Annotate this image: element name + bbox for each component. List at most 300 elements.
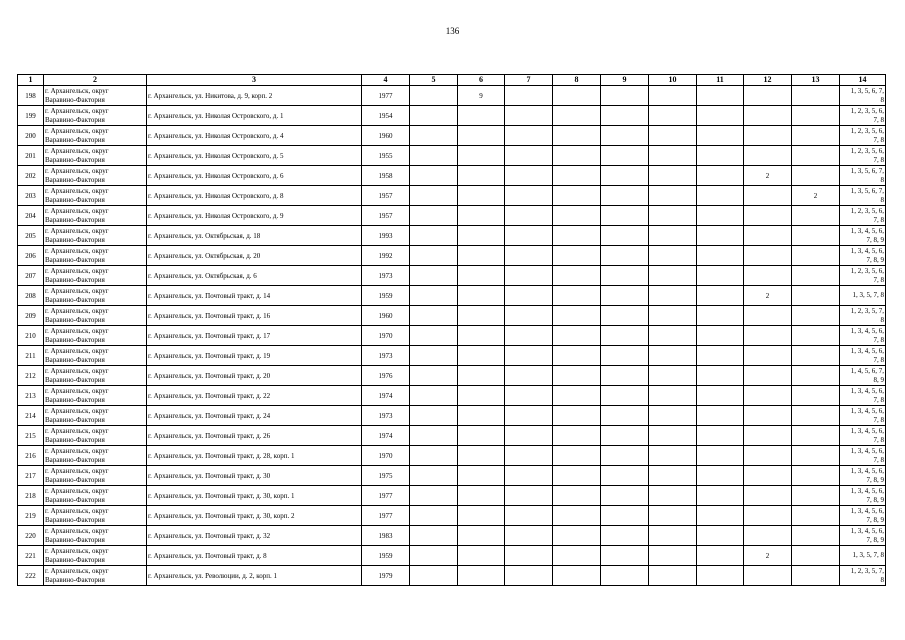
- table-row: [18, 126, 886, 146]
- value-cell-c11: [697, 206, 744, 226]
- codes-cell-line: 1, 2, 3, 5, 6,: [850, 267, 884, 275]
- district-cell-line: Варавино-Фактория: [45, 535, 105, 544]
- value-cell-c5: [410, 426, 458, 446]
- value-cell-c9: [601, 146, 649, 166]
- district-cell: [44, 406, 147, 426]
- row-number: 205: [18, 226, 44, 246]
- codes-cell-line: 1, 3, 4, 5, 6,: [850, 227, 884, 235]
- value-cell-c7: [505, 326, 553, 346]
- value-cell-c9: [601, 166, 649, 186]
- district-cell-line: г. Архангельск, округ: [45, 367, 109, 375]
- value-cell-c11: [697, 86, 744, 106]
- value-cell-c9: [601, 446, 649, 466]
- page-number: 136: [445, 26, 460, 36]
- table-row: [18, 146, 886, 166]
- value-cell-c5: [410, 446, 458, 466]
- district-cell-line: г. Архангельск, округ: [45, 107, 109, 115]
- codes-cell-line: 1, 3, 4, 5, 6,: [850, 427, 884, 435]
- year-cell: 1977: [362, 486, 410, 506]
- address-cell: г. Архангельск, ул. Октябрьская, д. 6: [147, 266, 362, 286]
- district-cell: [44, 126, 147, 146]
- column-header-9: 9: [601, 75, 649, 86]
- value-cell-c12: [744, 526, 792, 546]
- value-cell-c11: [697, 446, 744, 466]
- district-cell-line: Варавино-Фактория: [45, 455, 105, 464]
- codes-cell: [840, 346, 886, 366]
- value-cell-c7: [505, 286, 553, 306]
- value-cell-c10: [649, 486, 697, 506]
- value-cell-c9: [601, 106, 649, 126]
- value-cell-c8: [553, 86, 601, 106]
- district-cell-line: Варавино-Фактория: [45, 415, 105, 424]
- value-cell-c12: [744, 246, 792, 266]
- value-cell-c13: [792, 446, 840, 466]
- codes-cell-line: 1, 3, 5, 7, 8: [852, 551, 884, 560]
- district-cell: [44, 486, 147, 506]
- district-cell-line: г. Архангельск, округ: [45, 287, 109, 295]
- codes-cell-line: 7, 8, 9: [866, 255, 884, 264]
- housing-table: [17, 74, 886, 586]
- value-cell-c11: [697, 266, 744, 286]
- value-cell-c7: [505, 386, 553, 406]
- table-row: [18, 346, 886, 366]
- district-cell-line: г. Архангельск, округ: [45, 147, 109, 155]
- district-cell: [44, 226, 147, 246]
- codes-cell: [840, 466, 886, 486]
- value-cell-c9: [601, 86, 649, 106]
- district-cell: [44, 186, 147, 206]
- value-cell-c11: [697, 326, 744, 346]
- district-cell: [44, 466, 147, 486]
- district-cell: [44, 446, 147, 466]
- table-row: [18, 466, 886, 486]
- value-cell-c7: [505, 426, 553, 446]
- value-cell-c6: [458, 466, 505, 486]
- year-cell: 1954: [362, 106, 410, 126]
- district-cell-line: Варавино-Фактория: [45, 435, 105, 444]
- value-cell-c13: [792, 266, 840, 286]
- value-cell-c12: [744, 226, 792, 246]
- codes-cell-line: 1, 3, 4, 5, 6,: [850, 527, 884, 535]
- district-cell: [44, 426, 147, 446]
- row-number: 201: [18, 146, 44, 166]
- row-number: 217: [18, 466, 44, 486]
- year-cell: 1959: [362, 286, 410, 306]
- district-cell-line: г. Архангельск, округ: [45, 407, 109, 415]
- value-cell-c12: [744, 326, 792, 346]
- value-cell-c13: [792, 306, 840, 326]
- codes-cell-line: 8: [880, 95, 884, 104]
- codes-cell: [840, 506, 886, 526]
- value-cell-c9: [601, 186, 649, 206]
- table-row: [18, 226, 886, 246]
- value-cell-c6: [458, 246, 505, 266]
- value-cell-c8: [553, 466, 601, 486]
- codes-cell-line: 8: [880, 315, 884, 324]
- value-cell-c9: [601, 506, 649, 526]
- value-cell-c8: [553, 306, 601, 326]
- year-cell: 1977: [362, 86, 410, 106]
- value-cell-c8: [553, 486, 601, 506]
- value-cell-c6: [458, 446, 505, 466]
- codes-cell-line: 1, 2, 3, 5, 7,: [850, 567, 884, 575]
- address-cell: г. Архангельск, ул. Николая Островского, д. 4: [147, 126, 362, 146]
- codes-cell-line: 1, 3, 4, 5, 6,: [850, 247, 884, 255]
- codes-cell-line: 7, 8: [873, 275, 884, 284]
- value-cell-c7: [505, 226, 553, 246]
- value-cell-c13: [792, 106, 840, 126]
- district-cell: [44, 86, 147, 106]
- codes-cell: [840, 126, 886, 146]
- value-cell-c11: [697, 286, 744, 306]
- value-cell-c11: [697, 106, 744, 126]
- value-cell-c9: [601, 286, 649, 306]
- value-cell-c10: [649, 186, 697, 206]
- value-cell-c9: [601, 366, 649, 386]
- column-header-10: 10: [649, 75, 697, 86]
- column-header-4: 4: [362, 75, 410, 86]
- value-cell-c11: [697, 506, 744, 526]
- codes-cell-line: 1, 2, 3, 5, 6,: [850, 127, 884, 135]
- value-cell-c10: [649, 106, 697, 126]
- value-cell-c11: [697, 486, 744, 506]
- value-cell-c7: [505, 446, 553, 466]
- value-cell-c8: [553, 426, 601, 446]
- value-cell-c9: [601, 206, 649, 226]
- codes-cell-line: 1, 3, 4, 5, 6,: [850, 487, 884, 495]
- district-cell-line: Варавино-Фактория: [45, 175, 105, 184]
- value-cell-c5: [410, 466, 458, 486]
- value-cell-c6: 9: [458, 86, 505, 106]
- district-cell-line: Варавино-Фактория: [45, 95, 105, 104]
- value-cell-c12: [744, 386, 792, 406]
- value-cell-c12: [744, 566, 792, 586]
- value-cell-c8: [553, 206, 601, 226]
- value-cell-c12: [744, 506, 792, 526]
- column-header-13: 13: [792, 75, 840, 86]
- table-row: [18, 386, 886, 406]
- value-cell-c12: [744, 86, 792, 106]
- value-cell-c12: [744, 186, 792, 206]
- year-cell: 1960: [362, 126, 410, 146]
- table-row: [18, 206, 886, 226]
- value-cell-c8: [553, 346, 601, 366]
- value-cell-c8: [553, 246, 601, 266]
- value-cell-c5: [410, 186, 458, 206]
- district-cell-line: г. Архангельск, округ: [45, 447, 109, 455]
- value-cell-c9: [601, 546, 649, 566]
- value-cell-c9: [601, 126, 649, 146]
- district-cell-line: Варавино-Фактория: [45, 255, 105, 264]
- value-cell-c12: 2: [744, 546, 792, 566]
- district-cell: [44, 206, 147, 226]
- year-cell: 1976: [362, 366, 410, 386]
- address-cell: г. Архангельск, ул. Почтовый тракт, д. 26: [147, 426, 362, 446]
- district-cell: [44, 326, 147, 346]
- value-cell-c10: [649, 526, 697, 546]
- value-cell-c10: [649, 406, 697, 426]
- row-number: 207: [18, 266, 44, 286]
- district-cell-line: Варавино-Фактория: [45, 555, 105, 564]
- address-cell: г. Архангельск, ул. Николая Островского, д. 6: [147, 166, 362, 186]
- codes-cell-line: 7, 8: [873, 115, 884, 124]
- value-cell-c13: [792, 146, 840, 166]
- year-cell: 1959: [362, 546, 410, 566]
- codes-cell: [840, 406, 886, 426]
- codes-cell-line: 1, 3, 4, 5, 6,: [850, 327, 884, 335]
- codes-cell: [840, 146, 886, 166]
- table-row: [18, 106, 886, 126]
- table-row: [18, 266, 886, 286]
- value-cell-c12: 2: [744, 166, 792, 186]
- district-cell-line: г. Архангельск, округ: [45, 327, 109, 335]
- value-cell-c5: [410, 206, 458, 226]
- header-row: [18, 75, 886, 86]
- codes-cell-line: 7, 8: [873, 455, 884, 464]
- year-cell: 1957: [362, 186, 410, 206]
- row-number: 200: [18, 126, 44, 146]
- value-cell-c13: [792, 366, 840, 386]
- value-cell-c8: [553, 286, 601, 306]
- value-cell-c8: [553, 226, 601, 246]
- value-cell-c10: [649, 306, 697, 326]
- value-cell-c5: [410, 346, 458, 366]
- value-cell-c13: [792, 466, 840, 486]
- address-cell: г. Архангельск, ул. Почтовый тракт, д. 28, корп. 1: [147, 446, 362, 466]
- codes-cell: [840, 86, 886, 106]
- value-cell-c10: [649, 386, 697, 406]
- district-cell: [44, 266, 147, 286]
- codes-cell: [840, 426, 886, 446]
- column-header-5: 5: [410, 75, 458, 86]
- codes-cell-line: 1, 3, 5, 6, 7,: [850, 187, 884, 195]
- table-row: [18, 546, 886, 566]
- value-cell-c6: [458, 146, 505, 166]
- year-cell: 1958: [362, 166, 410, 186]
- district-cell: [44, 246, 147, 266]
- district-cell-line: Варавино-Фактория: [45, 275, 105, 284]
- district-cell-line: Варавино-Фактория: [45, 375, 105, 384]
- address-cell: г. Архангельск, ул. Почтовый тракт, д. 19: [147, 346, 362, 366]
- codes-cell-line: 7, 8: [873, 335, 884, 344]
- codes-cell-line: 1, 3, 4, 5, 6,: [850, 447, 884, 455]
- value-cell-c8: [553, 406, 601, 426]
- value-cell-c13: [792, 246, 840, 266]
- year-cell: 1975: [362, 466, 410, 486]
- row-number: 206: [18, 246, 44, 266]
- value-cell-c7: [505, 146, 553, 166]
- year-cell: 1983: [362, 526, 410, 546]
- value-cell-c5: [410, 486, 458, 506]
- value-cell-c9: [601, 466, 649, 486]
- district-cell: [44, 546, 147, 566]
- value-cell-c10: [649, 246, 697, 266]
- value-cell-c5: [410, 166, 458, 186]
- value-cell-c10: [649, 546, 697, 566]
- codes-cell-line: 7, 8, 9: [866, 515, 884, 524]
- value-cell-c10: [649, 566, 697, 586]
- column-header-1: 1: [18, 75, 44, 86]
- value-cell-c7: [505, 246, 553, 266]
- address-cell: г. Архангельск, ул. Никитова, д. 9, корп. 2: [147, 86, 362, 106]
- value-cell-c10: [649, 426, 697, 446]
- value-cell-c10: [649, 326, 697, 346]
- codes-cell: [840, 386, 886, 406]
- codes-cell-line: 1, 3, 4, 5, 6,: [850, 407, 884, 415]
- value-cell-c9: [601, 266, 649, 286]
- codes-cell-line: 8: [880, 575, 884, 584]
- row-number: 212: [18, 366, 44, 386]
- codes-cell-line: 7, 8, 9: [866, 495, 884, 504]
- value-cell-c8: [553, 106, 601, 126]
- district-cell-line: Варавино-Фактория: [45, 315, 105, 324]
- value-cell-c6: [458, 486, 505, 506]
- address-cell: г. Архангельск, ул. Почтовый тракт, д. 17: [147, 326, 362, 346]
- district-cell-line: г. Архангельск, округ: [45, 527, 109, 535]
- district-cell: [44, 506, 147, 526]
- address-cell: г. Архангельск, ул. Почтовый тракт, д. 8: [147, 546, 362, 566]
- value-cell-c8: [553, 526, 601, 546]
- row-number: 222: [18, 566, 44, 586]
- district-cell-line: г. Архангельск, округ: [45, 307, 109, 315]
- codes-cell-line: 7, 8, 9: [866, 235, 884, 244]
- value-cell-c8: [553, 446, 601, 466]
- value-cell-c7: [505, 506, 553, 526]
- district-cell: [44, 526, 147, 546]
- value-cell-c13: [792, 486, 840, 506]
- codes-cell-line: 7, 8: [873, 395, 884, 404]
- district-cell-line: Варавино-Фактория: [45, 135, 105, 144]
- table-row: [18, 186, 886, 206]
- year-cell: 1974: [362, 386, 410, 406]
- table-row: [18, 246, 886, 266]
- row-number: 219: [18, 506, 44, 526]
- codes-cell: [840, 226, 886, 246]
- codes-cell: [840, 186, 886, 206]
- district-cell-line: Варавино-Фактория: [45, 395, 105, 404]
- codes-cell: [840, 166, 886, 186]
- value-cell-c6: [458, 386, 505, 406]
- address-cell: г. Архангельск, ул. Октябрьская, д. 20: [147, 246, 362, 266]
- value-cell-c11: [697, 386, 744, 406]
- value-cell-c8: [553, 366, 601, 386]
- codes-cell: [840, 286, 886, 306]
- value-cell-c9: [601, 426, 649, 446]
- address-cell: г. Архангельск, ул. Почтовый тракт, д. 32: [147, 526, 362, 546]
- value-cell-c13: [792, 566, 840, 586]
- address-cell: г. Архангельск, ул. Почтовый тракт, д. 20: [147, 366, 362, 386]
- value-cell-c9: [601, 306, 649, 326]
- year-cell: 1977: [362, 506, 410, 526]
- codes-cell: [840, 486, 886, 506]
- address-cell: г. Архангельск, ул. Почтовый тракт, д. 30, корп. 1: [147, 486, 362, 506]
- codes-cell-line: 7, 8: [873, 355, 884, 364]
- year-cell: 1973: [362, 406, 410, 426]
- row-number: 220: [18, 526, 44, 546]
- codes-cell: [840, 326, 886, 346]
- value-cell-c6: [458, 426, 505, 446]
- value-cell-c13: [792, 86, 840, 106]
- year-cell: 1973: [362, 346, 410, 366]
- value-cell-c13: [792, 166, 840, 186]
- value-cell-c9: [601, 326, 649, 346]
- value-cell-c9: [601, 346, 649, 366]
- value-cell-c6: [458, 126, 505, 146]
- value-cell-c5: [410, 246, 458, 266]
- value-cell-c13: [792, 546, 840, 566]
- column-header-14: 14: [840, 75, 886, 86]
- value-cell-c5: [410, 126, 458, 146]
- district-cell: [44, 346, 147, 366]
- value-cell-c8: [553, 126, 601, 146]
- district-cell-line: г. Архангельск, округ: [45, 167, 109, 175]
- value-cell-c6: [458, 186, 505, 206]
- value-cell-c11: [697, 226, 744, 246]
- row-number: 199: [18, 106, 44, 126]
- district-cell: [44, 306, 147, 326]
- value-cell-c8: [553, 146, 601, 166]
- value-cell-c11: [697, 146, 744, 166]
- value-cell-c7: [505, 466, 553, 486]
- codes-cell-line: 1, 3, 4, 5, 6,: [850, 387, 884, 395]
- value-cell-c13: [792, 286, 840, 306]
- row-number: 203: [18, 186, 44, 206]
- year-cell: 1993: [362, 226, 410, 246]
- table-row: [18, 326, 886, 346]
- value-cell-c5: [410, 386, 458, 406]
- column-header-7: 7: [505, 75, 553, 86]
- row-number: 198: [18, 86, 44, 106]
- district-cell-line: Варавино-Фактория: [45, 155, 105, 164]
- value-cell-c6: [458, 346, 505, 366]
- value-cell-c6: [458, 286, 505, 306]
- codes-cell-line: 1, 3, 4, 5, 6,: [850, 507, 884, 515]
- district-cell-line: Варавино-Фактория: [45, 355, 105, 364]
- value-cell-c6: [458, 166, 505, 186]
- year-cell: 1992: [362, 246, 410, 266]
- value-cell-c6: [458, 326, 505, 346]
- codes-cell: [840, 566, 886, 586]
- value-cell-c6: [458, 206, 505, 226]
- district-cell-line: г. Архангельск, округ: [45, 127, 109, 135]
- column-header-2: 2: [44, 75, 147, 86]
- value-cell-c10: [649, 226, 697, 246]
- value-cell-c6: [458, 546, 505, 566]
- value-cell-c13: [792, 346, 840, 366]
- value-cell-c7: [505, 546, 553, 566]
- value-cell-c8: [553, 186, 601, 206]
- value-cell-c7: [505, 266, 553, 286]
- value-cell-c6: [458, 506, 505, 526]
- district-cell: [44, 386, 147, 406]
- codes-cell-line: 1, 3, 5, 7, 8: [852, 291, 884, 300]
- year-cell: 1974: [362, 426, 410, 446]
- value-cell-c10: [649, 446, 697, 466]
- district-cell-line: Варавино-Фактория: [45, 475, 105, 484]
- value-cell-c5: [410, 146, 458, 166]
- address-cell: г. Архангельск, ул. Октябрьская, д. 18: [147, 226, 362, 246]
- value-cell-c5: [410, 526, 458, 546]
- value-cell-c7: [505, 306, 553, 326]
- district-cell-line: Варавино-Фактория: [45, 495, 105, 504]
- value-cell-c10: [649, 126, 697, 146]
- value-cell-c7: [505, 366, 553, 386]
- address-cell: г. Архангельск, ул. Революции, д. 2, корп. 1: [147, 566, 362, 586]
- row-number: 216: [18, 446, 44, 466]
- row-number: 208: [18, 286, 44, 306]
- address-cell: г. Архангельск, ул. Почтовый тракт, д. 30, корп. 2: [147, 506, 362, 526]
- value-cell-c13: [792, 126, 840, 146]
